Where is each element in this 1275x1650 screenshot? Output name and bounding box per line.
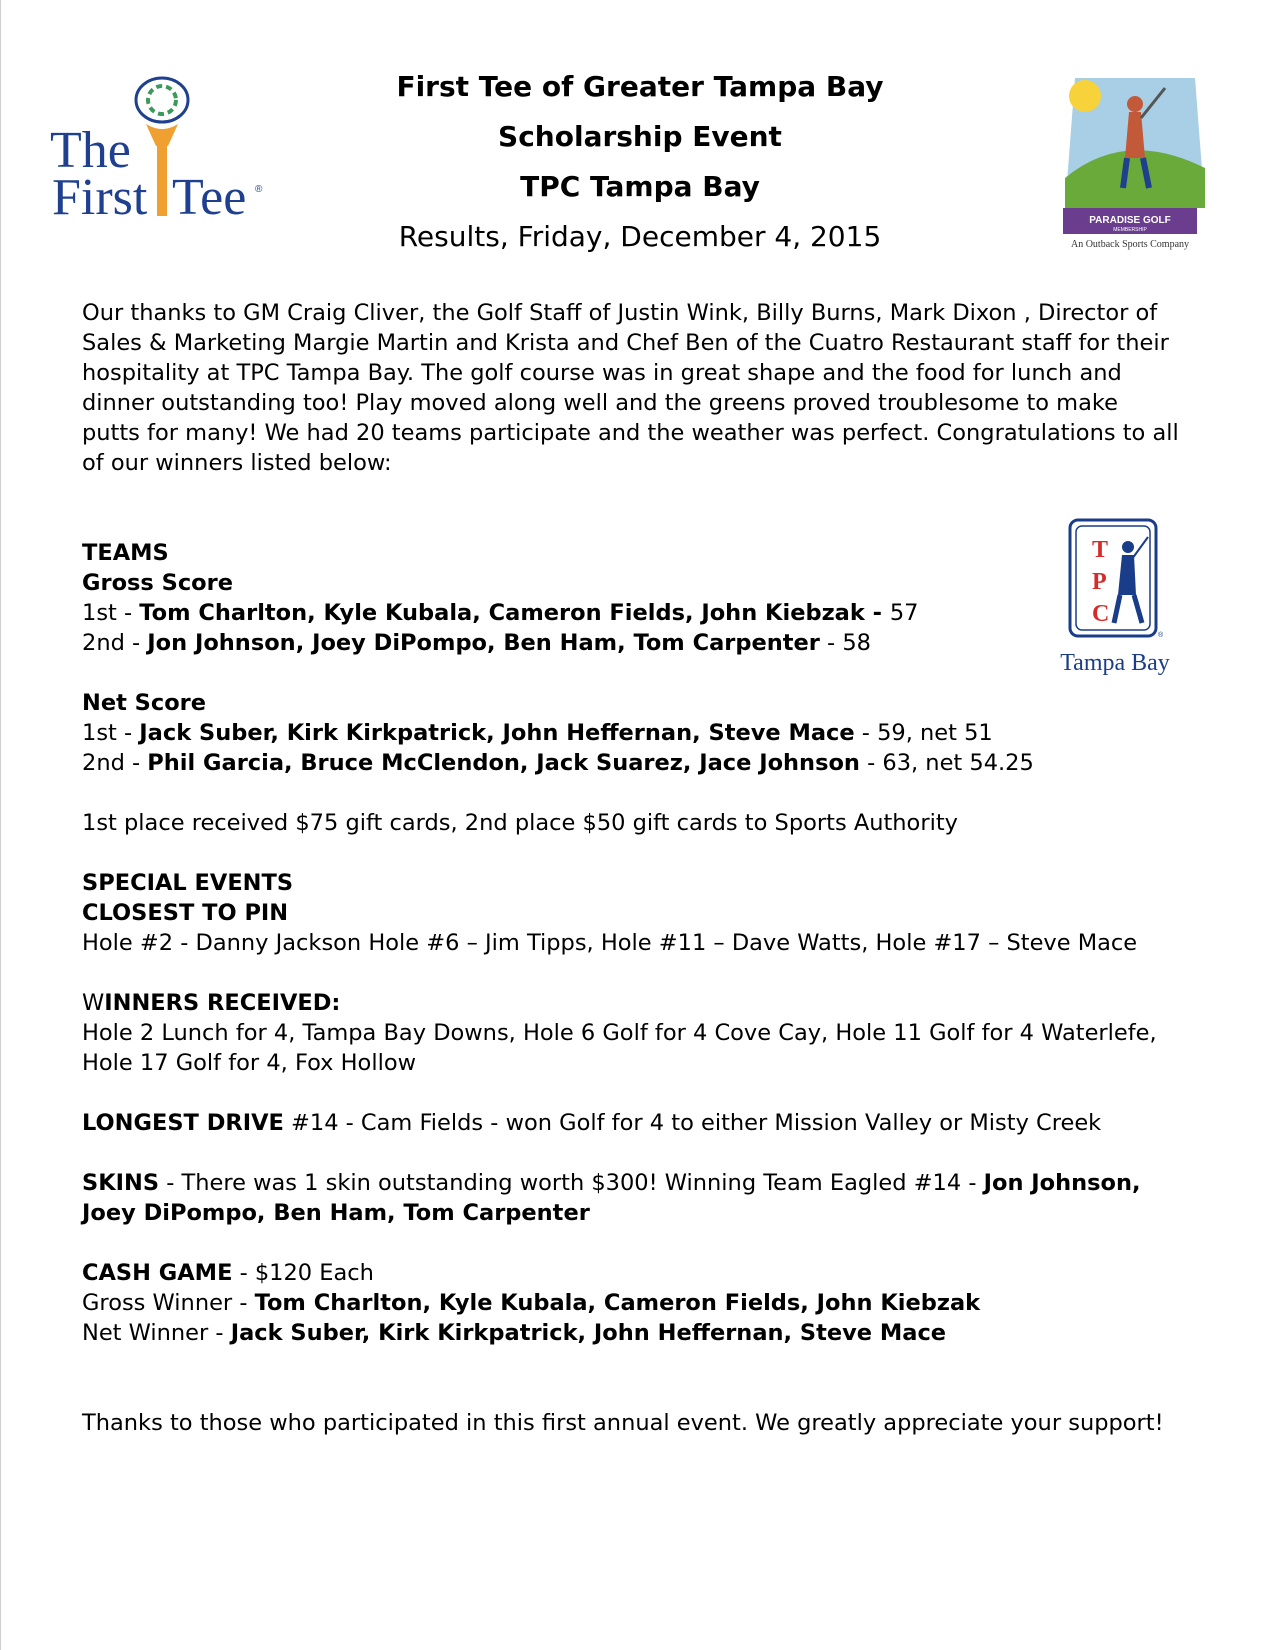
- first-tee-logo: [50, 72, 280, 242]
- gross-first-line: 1st - Tom Charlton, Kyle Kubala, Cameron Fields, John Kiebzak - 57: [82, 600, 919, 626]
- cash-game-line: CASH GAME - $120 Each: [82, 1260, 374, 1286]
- teams-heading: TEAMS: [82, 540, 169, 566]
- header-title: First Tee of Greater Tampa Bay: [396, 70, 884, 103]
- closest-to-pin-line: Hole #2 - Danny Jackson Hole #6 – Jim Tipps, Hole #11 – Dave Watts, Hole #17 – Steve Mace: [82, 930, 1138, 956]
- paradise-golf-logo: [1045, 68, 1215, 253]
- paradise-golf-name: PARADISE GOLF: [1089, 215, 1171, 226]
- document-body: [82, 298, 1192, 1438]
- first-tee-word-the: The: [50, 122, 131, 179]
- net-score-heading: Net Score: [82, 690, 207, 716]
- prizes-line: 1st place received $75 gift cards, 2nd place $50 gift cards to Sports Authority: [82, 810, 958, 836]
- paradise-golf-tagline: MEMBERSHIP: [1113, 227, 1147, 233]
- net-first-line: 1st - Jack Suber, Kirk Kirkpatrick, John Heffernan, Steve Mace - 59, net 51: [82, 720, 993, 746]
- net-winner-line: Net Winner - Jack Suber, Kirk Kirkpatrick, John Heffernan, Steve Mace: [82, 1320, 947, 1346]
- gross-score-heading: Gross Score: [82, 570, 233, 596]
- svg-text:T: T: [1092, 537, 1109, 563]
- closing-line: Thanks to those who participated in this first annual event. We greatly appreciate your support!: [82, 1410, 1164, 1436]
- paradise-golf-company: An Outback Sports Company: [1070, 239, 1190, 250]
- winners-received-heading: WINNERS RECEIVED:: [82, 990, 341, 1016]
- document-header: [340, 62, 940, 262]
- winners-received-line1: Hole 2 Lunch for 4, Tampa Bay Downs, Hole 6 Golf for 4 Cove Cay, Hole 11 Golf for 4 Waterlefe,: [82, 1020, 1157, 1046]
- header-event: Scholarship Event: [498, 120, 782, 153]
- header-date: Results, Friday, December 4, 2015: [398, 220, 882, 253]
- intro-paragraph: Our thanks to GM Craig Cliver, the Golf Staff of Justin Wink, Billy Burns, Mark Dixon , Director of Sales & Marketing Margie Martin and Krista and Chef Ben of the Cuatro Restaurant staff for their hospitality at TPC Tampa Bay. The golf course was in great shape and the food for lunch and dinner outstanding too! Play moved along well and the greens proved troublesome to make putts for many! We had 20 teams participate and the weather was perfect. Congratulations to all of our winners listed below:: [82, 300, 1179, 476]
- first-tee-registered-mark: ®: [255, 184, 263, 195]
- net-second-line: 2nd - Phil Garcia, Bruce McClendon, Jack Suarez, Jace Johnson - 63, net 54.25: [82, 750, 1034, 776]
- closest-to-pin-heading: CLOSEST TO PIN: [82, 900, 289, 926]
- tpc-location: Tampa Bay: [1060, 650, 1170, 676]
- skins-line: SKINS - There was 1 skin outstanding worth $300! Winning Team Eagled #14 - Jon Johnson, Joey DiPompo, Ben Ham, Tom Carpenter: [82, 1170, 1141, 1226]
- longest-drive-line: LONGEST DRIVE #14 - Cam Fields - won Golf for 4 to either Mission Valley or Misty Creek: [82, 1110, 1102, 1136]
- gross-second-line: 2nd - Jon Johnson, Joey DiPompo, Ben Ham, Tom Carpenter - 58: [82, 630, 871, 656]
- svg-text:P: P: [1092, 569, 1107, 595]
- svg-text:C: C: [1092, 601, 1110, 627]
- special-events-heading: SPECIAL EVENTS: [82, 870, 294, 896]
- first-tee-word-first: First: [52, 169, 148, 226]
- gross-winner-line: Gross Winner - Tom Charlton, Kyle Kubala, Cameron Fields, John Kiebzak: [82, 1290, 981, 1316]
- winners-received-line2: Hole 17 Golf for 4, Fox Hollow: [82, 1050, 416, 1076]
- first-tee-word-tee: Tee: [172, 169, 247, 226]
- header-venue: TPC Tampa Bay: [520, 170, 760, 203]
- tpc-registered-mark: ®: [1158, 632, 1164, 639]
